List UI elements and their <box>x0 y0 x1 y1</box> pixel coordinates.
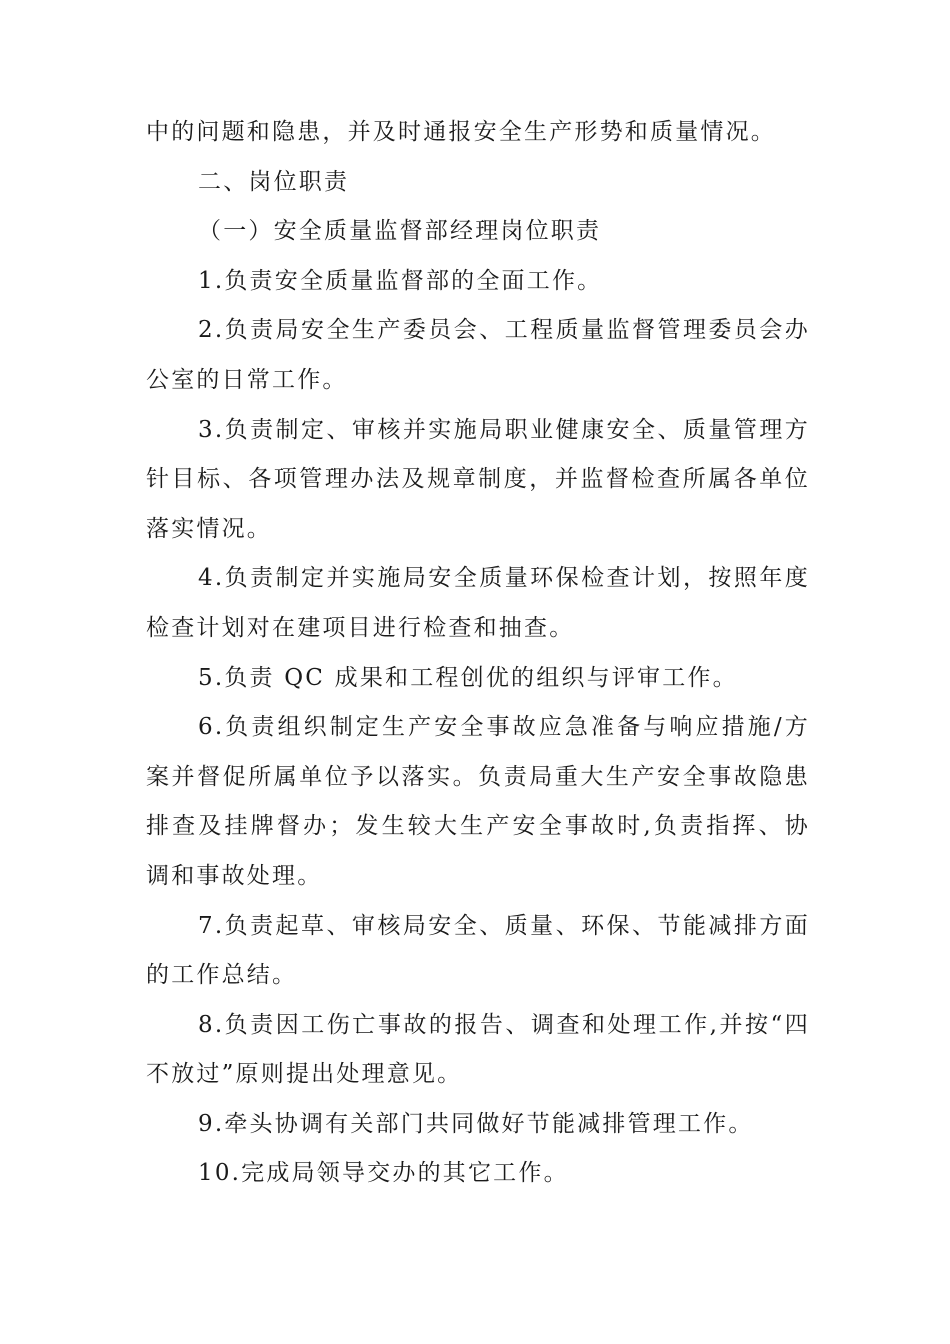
duty-item-5: 5.负责 QC 成果和工程创优的组织与评审工作。 <box>198 664 738 691</box>
duty-item-8: 8.负责因工伤亡事故的报告、调查和处理工作,并按“四不放过”原则提出处理意见。 <box>146 1011 810 1088</box>
section-heading-duties: 二、岗位职责 <box>198 168 350 195</box>
paragraph-continuation: 中的问题和隐患，并及时通报安全生产形势和质量情况。 <box>146 119 776 145</box>
duty-item-7: 7.负责起草、审核局安全、质量、环保、节能减排方面的工作总结。 <box>146 912 810 989</box>
document-page <box>146 108 810 1199</box>
duty-item-1: 1.负责安全质量监督部的全面工作。 <box>198 267 603 294</box>
subsection-heading-manager-duties: （一）安全质量监督部经理岗位职责 <box>198 218 602 245</box>
duty-item-6: 6.负责组织制定生产安全事故应急准备与响应措施/方案并督促所属单位予以落实。负责局重大生产安全事故隐患排查及挂牌督办；发生较大生产安全事故时,负责指挥、协调和事故处理。 <box>146 714 810 889</box>
duty-item-3: 3.负责制定、审核并实施局职业健康安全、质量管理方针目标、各项管理办法及规章制度，并监督检查所属各单位落实情况。 <box>146 416 810 542</box>
duty-item-9: 9.牵头协调有关部门共同做好节能减排管理工作。 <box>198 1110 754 1137</box>
duty-item-2: 2.负责局安全生产委员会、工程质量监督管理委员会办公室的日常工作。 <box>146 317 810 393</box>
duty-item-10: 10.完成局领导交办的其它工作。 <box>198 1160 569 1187</box>
duty-item-4: 4.负责制定并实施局安全质量环保检查计划，按照年度检查计划对在建项目进行检查和抽查。 <box>146 565 810 641</box>
